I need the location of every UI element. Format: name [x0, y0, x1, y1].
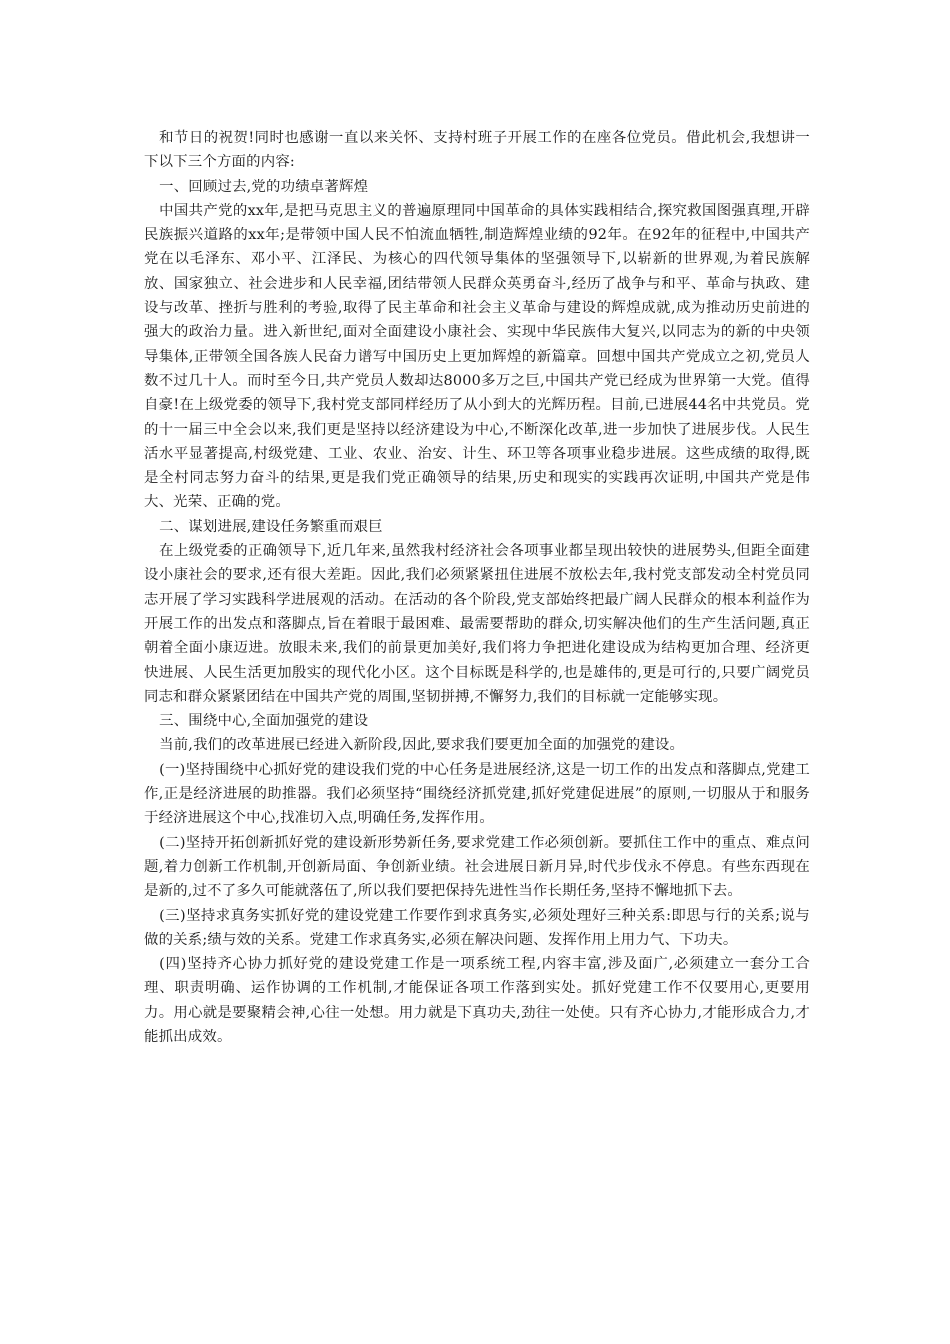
- section-3-intro-paragraph: 当前,我们的改革进展已经进入新阶段,因此,要求我们要更加全面的加强党的建设。: [159, 737, 685, 754]
- section-2-paragraph: 在上级党委的正确领导下,近几年来,虽然我村经济社会各项事业都呈现出较快的进展势头,但距全面建设小康社会的要求,还有很大差距。因此,我们必须紧紧扭住进展不放松去年,我村党支部发动全村党员同志开展了学习实践科学进展观的活动。在活动的各个阶段,党支部始终把最广阔人民群众的根本利益作为开展工作的出发点和落脚点,旨在着眼于最困难、最需要帮助的群众,切实解决他们的生产生活问题,真正朝着全面小康迈进。放眼未来,我们的前景更加美好,我们将力争把进化建设成为结构更加合理、经济更快进展、人民生活更加殷实的现代化小区。这个目标既是科学的,也是雄伟的,更是可行的,只要广阔党员同志和群众紧紧团结在中国共产党的周围,坚韧拼搏,不懈努力,我们的目标就一定能够实现。: [144, 543, 810, 705]
- section-heading-2: 二、谋划进展,建设任务繁重而艰巨: [159, 518, 383, 535]
- intro-paragraph: 和节日的祝贺!同时也感谢一直以来关怀、支持村班子开展工作的在座各位党员。借此机会,我想讲一下以下三个方面的内容:: [144, 130, 810, 171]
- subsection-4-paragraph: (四)坚持齐心协力抓好党的建设党建工作是一项系统工程,内容丰富,涉及面广,必须建立一套分工合理、职责明确、运作协调的工作机制,才能保证各项工作落到实处。抓好党建工作不仅要用心,更要用力。用心就是要聚精会神,心往一处想。用力就是下真功夫,劲往一处使。只有齐心协力,才能形成合力,才能抓出成效。: [144, 956, 810, 1045]
- subsection-1-paragraph: (一)坚持围绕中心抓好党的建设我们党的中心任务是进展经济,这是一切工作的出发点和落脚点,党建工作,正是经济进展的助推器。我们必须坚持“围绕经济抓党建,抓好党建促进展”的原则,一切服从于和服务于经济进展这个中心,找准切入点,明确任务,发挥作用。: [144, 761, 810, 827]
- subsection-3-paragraph: (三)坚持求真务实抓好党的建设党建工作要作到求真务实,必须处理好三种关系:即思与行的关系;说与做的关系;绩与效的关系。党建工作求真务实,必须在解决问题、发挥作用上用力气、下功夫。: [144, 907, 810, 948]
- subsection-2-paragraph: (二)坚持开拓创新抓好党的建设新形势新任务,要求党建工作必须创新。要抓住工作中的重点、难点问题,着力创新工作机制,开创新局面、争创新业绩。社会进展日新月异,时代步伐永不停息。有些东西现在是新的,过不了多久可能就落伍了,所以我们要把保持先进性当作长期任务,坚持不懈地抓下去。: [144, 834, 810, 900]
- section-1-paragraph: 中国共产党的xx年,是把马克思主义的普遍原理同中国革命的具体实践相结合,探究救国图强真理,开辟民族振兴道路的xx年;是带领中国人民不怕流血牺牲,制造辉煌业绩的92年。在92年的征程中,中国共产党在以毛泽东、邓小平、江泽民、为核心的四代领导集体的坚强领导下,以崭新的世界观,为着民族解放、国家独立、社会进步和人民幸福,团结带领人民群众英勇奋斗,经历了战争与和平、革命与执政、建设与改革、挫折与胜利的考验,取得了民主革命和社会主义革命与建设的辉煌成就,成为推动历史前进的强大的政治力量。进入新世纪,面对全面建设小康社会、实现中华民族伟大复兴,以同志为的新的中央领导集体,正带领全国各族人民奋力谱写中国历史上更加辉煌的新篇章。回想中国共产党成立之初,党员人数不过几十人。而时至今日,共产党员人数却达8000多万之巨,中国共产党已经成为世界第一大党。值得自豪!在上级党委的领导下,我村党支部同样经历了从小到大的光辉历程。目前,已进展44名中共党员。党的十一届三中全会以来,我们更是坚持以经济建设为中心,不断深化改革,进一步加快了进展步伐。人民生活水平显著提高,村级党建、工业、农业、治安、计生、环卫等各项事业稳步进展。这些成绩的取得,既是全村同志努力奋斗的结果,更是我们党正确领导的结果,历史和现实的实践再次证明,中国共产党是伟大、光荣、正确的党。: [144, 202, 810, 511]
- document-body: [144, 126, 810, 1049]
- section-heading-1: 一、回顾过去,党的功绩卓著辉煌: [159, 178, 369, 195]
- section-heading-3: 三、围绕中心,全面加强党的建设: [159, 713, 369, 730]
